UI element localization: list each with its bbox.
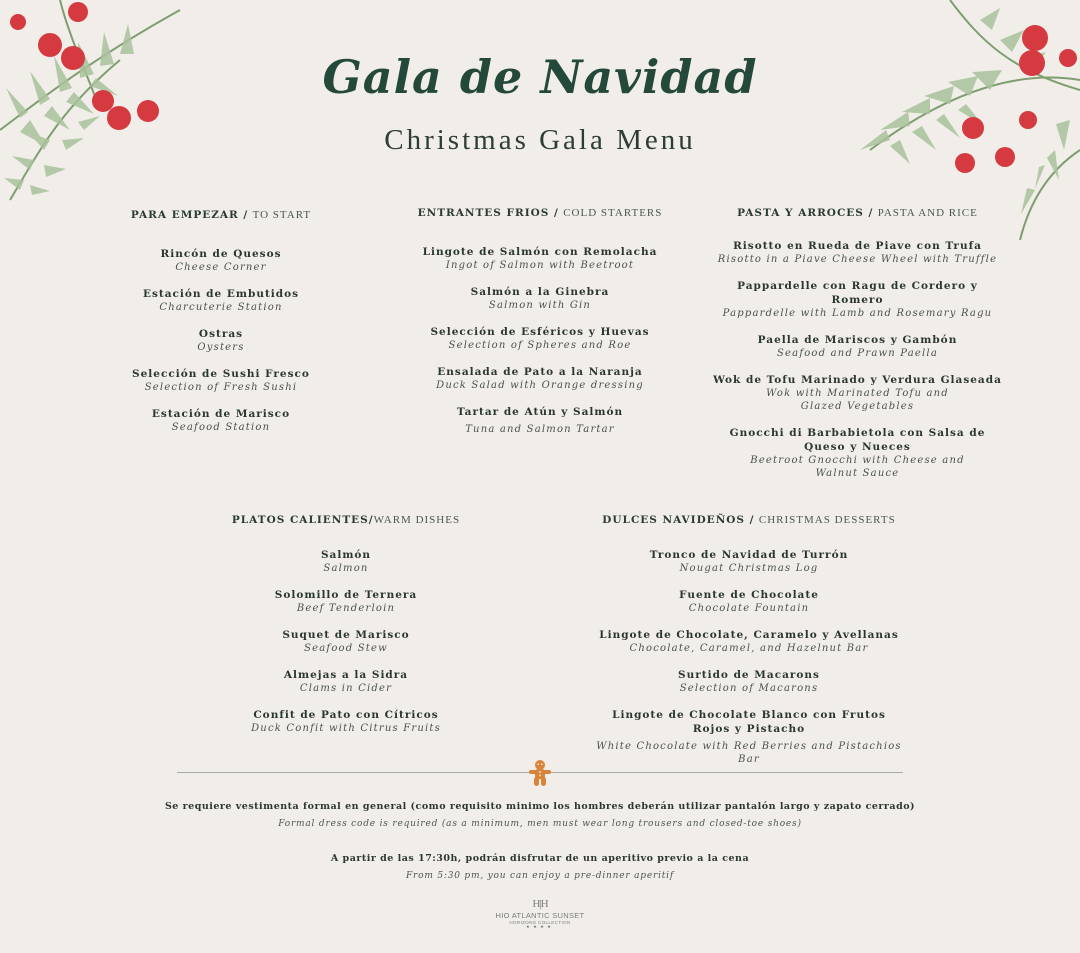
hotel-logo: H|H HIO ATLANTIC SUNSET HORIZONS COLLECTION ★★★★ bbox=[495, 898, 585, 930]
menu-item: Rincón de Quesos Cheese Corner bbox=[160, 248, 282, 273]
menu-item: Risotto en Rueda de Piave con Trufa Risotto in a Piave Cheese Wheel with Truffle bbox=[717, 240, 998, 265]
menu-item: Suquet de Marisco Seafood Stew bbox=[282, 629, 410, 654]
menu-item: Gnocchi di Barbabietola con Salsa de Queso y Nueces Beetroot Gnocchi with Cheese and Walnut Sauce bbox=[729, 427, 986, 479]
menu-item: Pappardelle con Ragu de Cordero y Romero Pappardelle with Lamb and Rosemary Ragu bbox=[722, 280, 993, 319]
gingerbread-icon bbox=[528, 759, 552, 787]
menu-item: Surtido de Macarons Selection of Macarons bbox=[678, 669, 820, 694]
section-warm-dishes bbox=[218, 514, 474, 748]
aperitif-note: A partir de las 17:30h, podrán disfrutar de un aperitivo previo a la cena From 5:30 pm, you can enjoy a pre-dinner aperitif bbox=[330, 853, 750, 881]
menu-item: Tronco de Navidad de Turrón Nougat Christmas Log bbox=[649, 549, 849, 574]
section-start bbox=[101, 209, 341, 447]
section-pasta-rice bbox=[710, 207, 1005, 493]
section-heading: PASTA Y ARROCES / PASTA AND RICE bbox=[737, 207, 978, 219]
section-heading: PLATOS CALIENTES/WARM DISHES bbox=[231, 514, 461, 526]
section-cold-starters bbox=[400, 207, 680, 449]
menu-item: Paella de Mariscos y Gambón Seafood and Prawn Paella bbox=[757, 334, 958, 359]
menu-item: Tartar de Atún y Salmón Tuna and Salmon Tartar bbox=[456, 406, 624, 435]
pine-branch-icon bbox=[0, 0, 240, 240]
section-heading: ENTRANTES FRIOS / COLD STARTERS bbox=[417, 207, 663, 219]
menu-item: Solomillo de Ternera Beef Tenderloin bbox=[274, 589, 418, 614]
menu-item: Ensalada de Pato a la Naranja Duck Salad with Orange dressing bbox=[436, 366, 644, 391]
menu-item: Fuente de Chocolate Chocolate Fountain bbox=[679, 589, 819, 614]
section-heading: PARA EMPEZAR / TO START bbox=[130, 209, 312, 221]
menu-item: Ostras Oysters bbox=[197, 328, 245, 353]
menu-item: Salmón Salmon bbox=[320, 549, 372, 574]
menu-item: Lingote de Chocolate Blanco con Frutos Rojos y Pistacho White Chocolate with Red Berries and Pistachios Bar bbox=[596, 709, 902, 765]
menu-item: Lingote de Salmón con Remolacha Ingot of Salmon with Beetroot bbox=[422, 246, 658, 271]
menu-item: Salmón a la Ginebra Salmon with Gin bbox=[470, 286, 610, 311]
title-script: Gala de Navidad bbox=[322, 50, 758, 104]
menu-item: Almejas a la Sidra Clams in Cider bbox=[283, 669, 409, 694]
page-title: Christmas Gala Menu bbox=[384, 124, 696, 156]
dress-code-note: Se requiere vestimenta formal en general (como requisito minimo los hombres deberán utilizar pantalón largo y zapato cerrado) Formal dress code is required (as a minimum, men must wear long trousers and closed-toe shoes) bbox=[164, 801, 916, 829]
menu-item: Selección de Esféricos y Huevas Selection of Spheres and Roe bbox=[430, 326, 650, 351]
menu-item: Confit de Pato con Cítricos Duck Confit with Citrus Fruits bbox=[251, 709, 441, 734]
menu-item: Wok de Tofu Marinado y Verdura Glaseada Wok with Marinated Tofu and Glazed Vegetables bbox=[713, 374, 1002, 412]
menu-item: Estación de Marisco Seafood Station bbox=[151, 408, 291, 433]
menu-item: Lingote de Chocolate, Caramelo y Avellanas Chocolate, Caramel, and Hazelnut Bar bbox=[599, 629, 899, 654]
menu-item: Selección de Sushi Fresco Selection of Fresh Sushi bbox=[132, 368, 310, 393]
menu-item: Estación de Embutidos Charcuterie Station bbox=[142, 288, 300, 313]
section-christmas-desserts bbox=[589, 514, 909, 779]
section-heading: DULCES NAVIDEÑOS / CHRISTMAS DESSERTS bbox=[602, 514, 896, 526]
